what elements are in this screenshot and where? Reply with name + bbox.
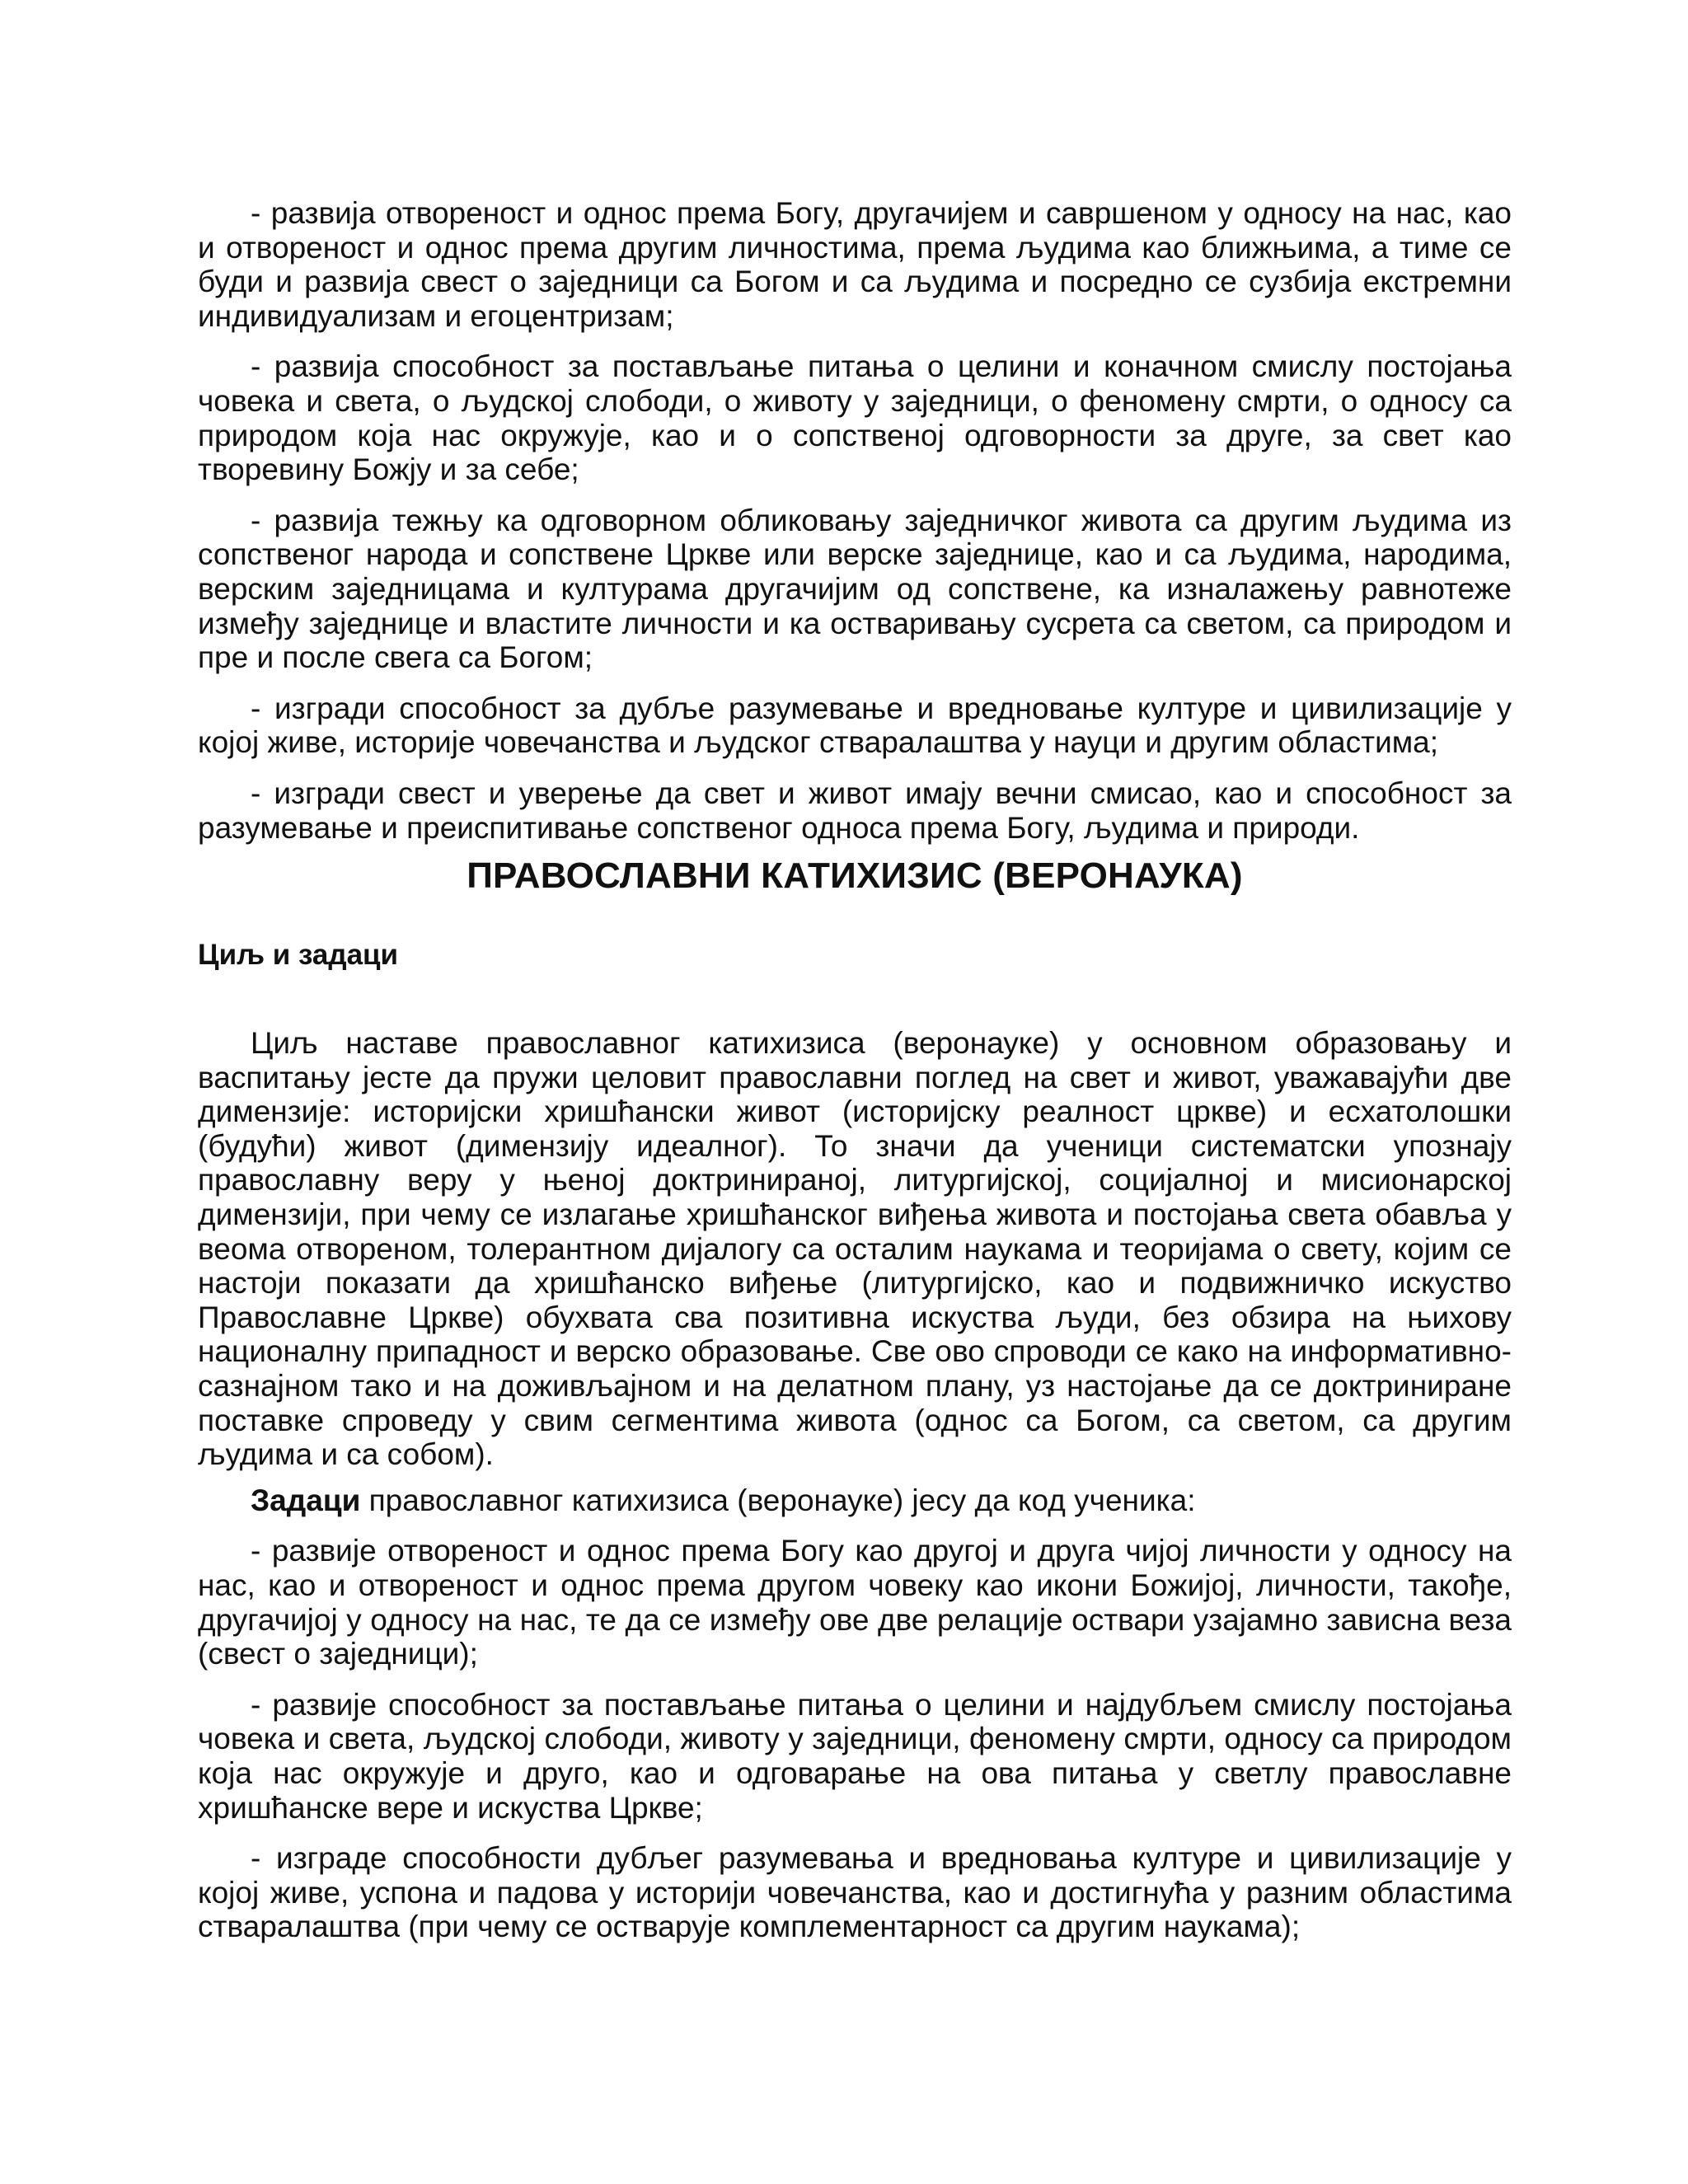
intro-list-item-3: - развија тежњу ка одговорном обликовању заједничког живота са другим људима из сопственог народа и сопствене Цркве или верске заједнице, као и са људима, народима, верским заједницама и културама другачијим од сопствене, ка изналажењу равнотеже између заједнице и властите личности и ка остваривању сусрета са светом, са природом и пре и после свега са Богом; <box>198 503 1512 675</box>
tasks-intro-bold: Задаци <box>251 1483 361 1517</box>
document-page <box>198 196 1512 1961</box>
tasks-list-item-1: - развије отвореност и однос према Богу као другој и друга чијој личности у односу на нас, као и отвореност и однос према другом човеку као икони Божијој, личности, такође, другачијој у односу на нас, те да се између ове две релације оствари узајамно зависна веза (свест о заједници); <box>198 1534 1512 1671</box>
intro-list-item-5: - изгради свест и уверење да свет и живот имају вечни смисао, као и способност за разумевање и преиспитивање сопственог односа према Богу, људима и природи. <box>198 776 1512 845</box>
intro-list-item-1: - развија отвореност и однос према Богу, другачијем и савршеном у односу на нас, као и отвореност и однос према другим личностима, према људима као ближњима, а тиме се буди и развија свест о заједници са Богом и са људима и посредно се сузбија екстремни индивидуализам и егоцентризам; <box>198 196 1512 333</box>
goal-paragraph: Циљ наставе православног катихизиса (веронауке) у основном образовању и васпитању јесте да пружи целовит православни поглед на свет и живот, уважавајући две димензије: историјски хришћански живот (историјску реалност цркве) и есхатолошки (будући) живот (димензију идеалног). То значи да ученици систематски упознају православну веру у њеној доктринираној, литургијској, социјалној и мисионарској димензији, при чему се излагање хришћанског виђења живота и постојања света обавља у веома отвореном, толерантном дијалогу са осталим наукама и теоријама о свету, којим се настоји показати да хришћанско виђење (литургијско, као и подвижничко искуство Православне Цркве) обухвата сва позитивна искуства људи, без обзира на њихову националну припадност и верско образовање. Све ово спроводи се како на информативно-сазнајном тако и на доживљајном и на делатном плану, уз настојање да се доктриниране поставке спроведу у свим сегментима живота (однос са Богом, са светом, са другим људима и са собом). <box>198 1026 1512 1472</box>
section-subtitle: Циљ и задаци <box>198 939 399 972</box>
tasks-intro-rest: православног катихизиса (веронауке) јесу да код ученика: <box>360 1483 1196 1517</box>
intro-list-item-2: - развија способност за постављање питања о целини и коначном смислу постојања човека и света, о људској слободи, о животу у заједници, о феномену смрти, о односу са природом која нас окружује, као и о сопственој одговорности за друге, за свет као творевину Божју и за себе; <box>198 349 1512 487</box>
intro-list-item-4: - изгради способност за дубље разумевање и вредновање културе и цивилизације у којој живе, историје човечанства и људског стваралаштва у науци и другим областима; <box>198 691 1512 760</box>
tasks-list-item-3: - изграде способности дубљег разумевања и вредновања културе и цивилизације у којој живе, успона и падова у историји човечанства, као и достигнућа у разним областима стваралаштва (при чему се остварује комплементарност са другим наукама); <box>198 1841 1512 1944</box>
section-title: ПРАВОСЛАВНИ КАТИХИЗИС (ВЕРОНАУКА) <box>467 855 1243 897</box>
tasks-list-item-2: - развије способност за постављање питања о целини и најдубљем смислу постојања човека и света, људској слободи, животу у заједници, феномену смрти, односу са природом која нас окружује и друго, као и одговарање на ова питања у светлу православне хришћанске вере и искуства Цркве; <box>198 1687 1512 1825</box>
tasks-intro <box>198 1483 1512 1518</box>
